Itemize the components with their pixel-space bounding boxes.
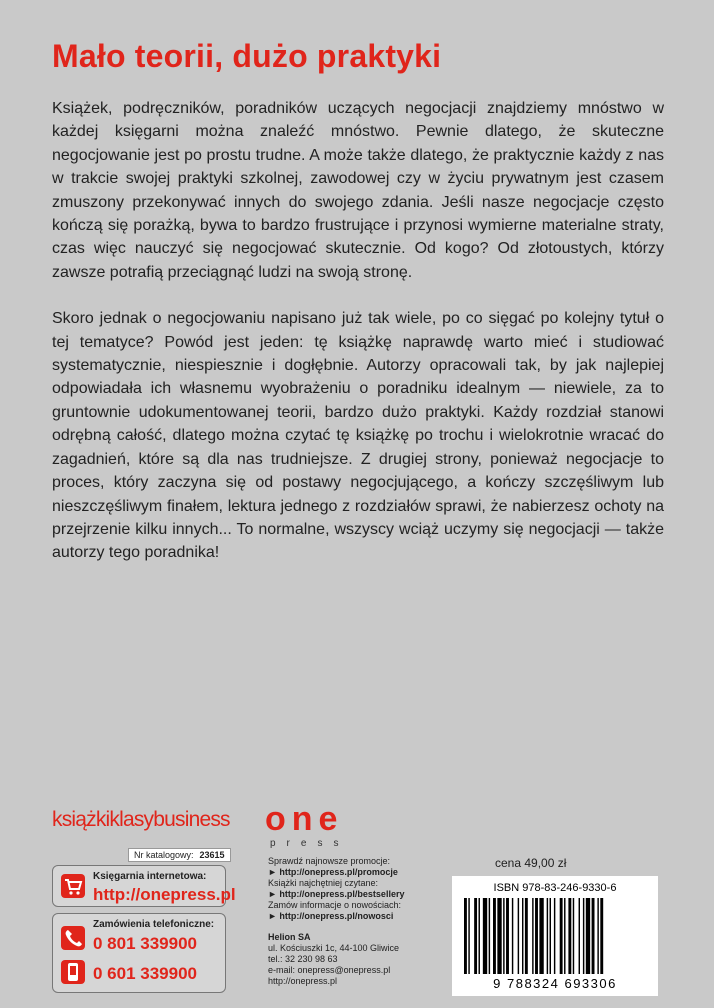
barcode-bar: [522, 898, 523, 974]
barcode-bar: [539, 898, 543, 974]
promo-line-5: Zamów informacje o nowościach:: [268, 900, 402, 910]
promo-link-bestsellery[interactable]: ► http://onepress.pl/bestsellery: [268, 889, 405, 899]
barcode-bar: [497, 898, 501, 974]
catalog-value: 23615: [199, 850, 225, 860]
barcode-bar: [493, 898, 496, 974]
phone-orders-box: [52, 913, 226, 993]
description-text: [52, 97, 664, 588]
catalog-label: Nr katalogowy:: [134, 850, 194, 860]
barcode-bar: [483, 898, 487, 974]
barcode-bar: [489, 898, 490, 974]
online-store-box[interactable]: [52, 865, 236, 907]
barcode-bar: [564, 898, 565, 974]
barcode-bar: [550, 898, 551, 974]
barcode-bar: [568, 898, 571, 974]
publisher-logo-word: one: [265, 800, 344, 838]
ean-number: 9 788324 693306: [493, 976, 617, 991]
barcode-bar: [518, 898, 519, 974]
barcode-bar: [586, 898, 590, 974]
publisher-tel: tel.: 32 230 98 63: [268, 954, 338, 964]
phone-number-2[interactable]: 0 601 339900: [93, 964, 197, 983]
publisher-logo-sub: press: [270, 838, 350, 849]
barcode-bar: [468, 898, 469, 974]
barcode-bar: [573, 898, 574, 974]
catalog-number: [128, 848, 231, 862]
barcode-bar: [512, 898, 513, 974]
price: cena 49,00 zł: [495, 856, 567, 870]
barcode-bar: [464, 898, 467, 974]
phone-number-1[interactable]: 0 801 339900: [93, 934, 197, 953]
publisher-street: ul. Kościuszki 1c, 44-100 Gliwice: [268, 943, 400, 953]
publisher-web[interactable]: http://onepress.pl: [268, 976, 338, 986]
barcode-bar: [506, 898, 509, 974]
barcode-bar: [579, 898, 580, 974]
barcode-bar: [592, 898, 595, 974]
series-logo: książkiklasybusiness: [52, 808, 230, 831]
paragraph-1: Książek, podręczników, poradników uczących negocjacji znajdziemy mnóstwo w każdej księgarni można znaleźć mnóstwo. Pewnie dlatego, że skuteczne negocjowanie jest po prostu trudne. A może także dlatego, że praktycznie każdy z nas w trakcie swojej praktyki szkolnej, zawodowej czy w życiu prywatnym jest czasem zmuszony przekonywać innych do swojego zdania. Jeśli nasze negocjacje często kończą się porażką, bywa to bardzo frustrujące i przynosi wymierne materialne straty, czas więc nauczyć się negocjować skutecznie. Od kogo? Od złotoustych, którzy zawsze potrafią przeciągnąć ludzi na swoją stronę.: [52, 100, 664, 281]
barcode-bar: [474, 898, 477, 974]
publisher-email[interactable]: e-mail: onepress@onepress.pl: [268, 965, 391, 975]
promo-line-3: Książki najchętniej czytane:: [268, 878, 379, 888]
promo-links: [268, 856, 458, 922]
barcode-bar: [503, 898, 504, 974]
phone-orders-label: Zamówienia telefoniczne:: [93, 919, 215, 930]
barcode-bar: [597, 898, 598, 974]
barcode-bar: [525, 898, 528, 974]
phone-icon: [61, 926, 85, 950]
barcode-bar: [479, 898, 480, 974]
barcode-bar: [547, 898, 548, 974]
publisher-name: Helion SA: [268, 932, 311, 942]
mobile-icon: [61, 960, 85, 984]
barcode-bar: [532, 898, 533, 974]
barcode-icon: [462, 898, 648, 976]
barcode-bar: [583, 898, 584, 974]
publisher-logo: [265, 800, 343, 839]
promo-link-promocje[interactable]: ► http://onepress.pl/promocje: [268, 867, 398, 877]
paragraph-2: Skoro jednak o negocjowaniu napisano już tak wiele, po co sięgać po kolejny tytuł o tej tematyce? Powód jest jeden: tę książkę naprawdę warto mieć i studiować systematycznie, niespiesznie i dogłębnie. Autorzy opracowali tak, by jak najlepiej odpowiadała ich własnemu wyobrażeniu o poradniku idealnym — niewiele, za to gruntownie udokumentowanej teorii, bardzo dużo praktyki. Każdy rozdział stanowi odrębną całość, dlatego można czytać tę książkę po trochu i wielokrotnie wracać do zagadnień, które są dla nas trudniejsze. Z drugiej strony, ponieważ negocjacje to proces, który zaczyna się od postawy negocjującego, a kończy szczęśliwym lub nieszczęśliwym finałem, lektura jednego z rozdziałów sprawi, że nabierzesz ochoty na przejrzenie kilku innych... To normalne, wszyscy wciąż uczymy się negocjacji — także autorzy tego poradnika!: [52, 310, 664, 562]
cart-icon: [61, 874, 85, 898]
online-store-label: Księgarnia internetowa:: [93, 871, 207, 882]
online-store-url[interactable]: http://onepress.pl: [93, 885, 236, 904]
publisher-address: [268, 932, 458, 987]
barcode-area: [452, 876, 658, 996]
promo-line-1: Sprawdź najnowsze promocje:: [268, 856, 391, 866]
page-title: Mało teorii, dużo praktyki: [52, 38, 442, 74]
isbn: ISBN 978-83-246-9330-6: [493, 882, 617, 894]
barcode-bar: [560, 898, 563, 974]
promo-link-nowosci[interactable]: ► http://onepress.pl/nowosci: [268, 911, 394, 921]
barcode-bar: [554, 898, 555, 974]
barcode-bar: [600, 898, 603, 974]
barcode-bar: [535, 898, 538, 974]
